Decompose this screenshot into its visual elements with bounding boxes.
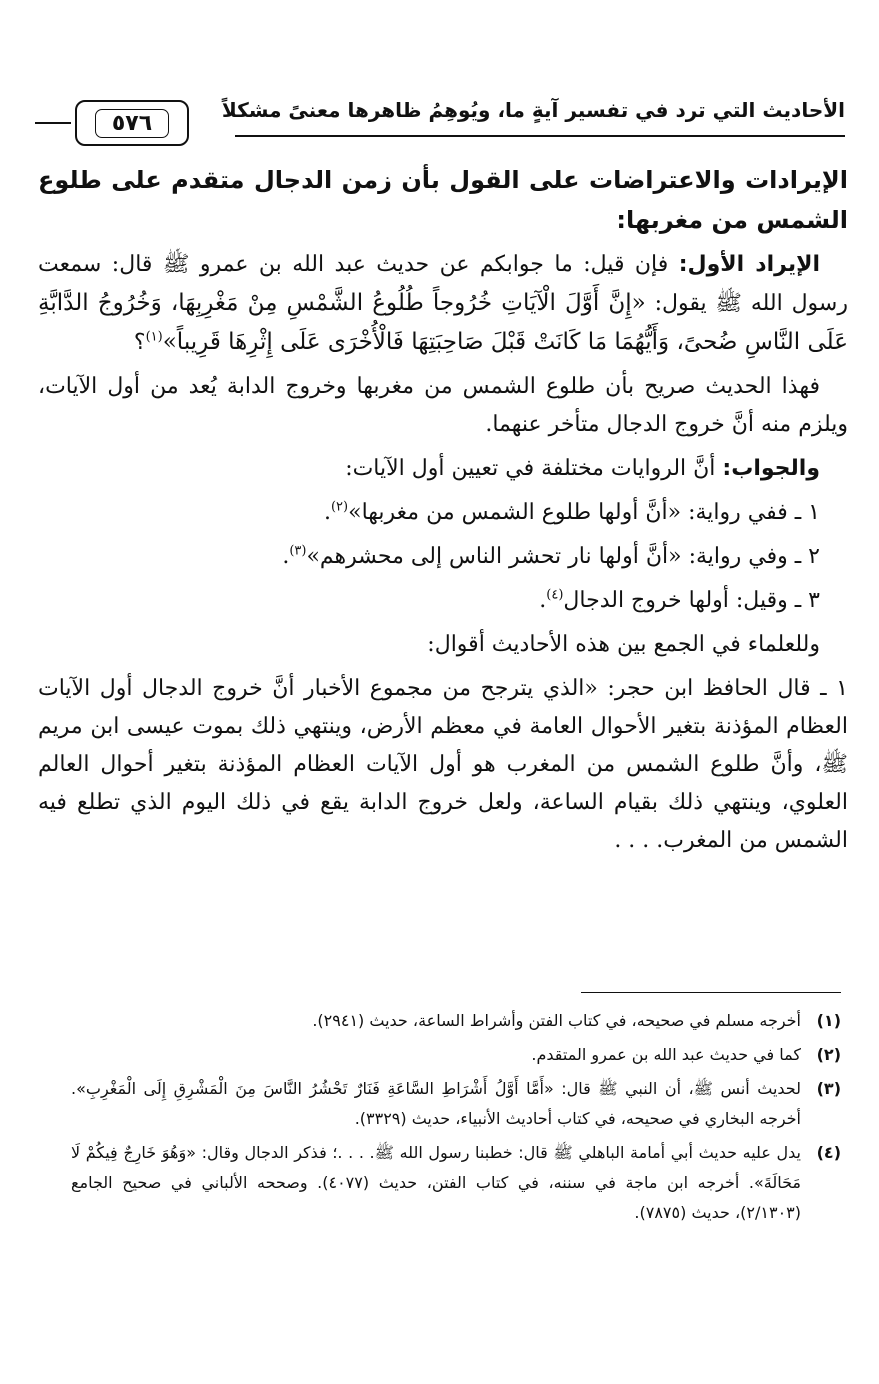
question-mark: ؟ xyxy=(133,330,146,355)
main-text xyxy=(38,160,848,866)
list-item-1 xyxy=(38,494,848,532)
footnote-number: (١) xyxy=(816,1011,841,1030)
list-item-2-end: . xyxy=(282,544,290,569)
answer-text: أنَّ الروايات مختلفة في تعيين أول الآيات: xyxy=(345,456,723,481)
header-rule xyxy=(235,135,845,137)
footnote-1 xyxy=(71,1006,841,1036)
footnote-number: (٣) xyxy=(816,1079,841,1098)
footnote-text: أخرجه مسلم في صحيحه، في كتاب الفتن وأشراط الساعة، حديث (٢٩٤١). xyxy=(312,1011,801,1030)
running-title: الأحاديث التي ترد في تفسير آيةٍ ما، ويُوهِمُ ظاهرها معنىً مشكلاً xyxy=(221,98,845,122)
section-heading: الإيرادات والاعتراضات على القول بأن زمن الدجال متقدم على طلوع الشمس من مغربها: xyxy=(38,166,848,234)
footnote-number: (٤) xyxy=(816,1143,841,1162)
paragraph-ibn-hajar: ١ ـ قال الحافظ ابن حجر: «الذي يترجح من مجموع الأخبار أنَّ خروج الدجال أول الآيات العظام المؤذنة بتغير الأحوال العامة في معظم الأرض، وينتهي ذلك بموت عيسى ابن مريم ﷺ، وأنَّ طلوع الشمس من المغرب هو أول الآيات العظام المؤذنة بتغير أحوال العالم العلوي، وينتهي ذلك بقيام الساعة، ولعل خروج الدابة يقع في ذلك اليوم الذي تطلع فيه الشمس من المغرب. . . . xyxy=(38,676,848,853)
list-item-2 xyxy=(38,538,848,576)
page-number-frame xyxy=(75,100,189,146)
list-item-2-text: ٢ ـ وفي رواية: «أنَّ أولها نار تحشر الناس إلى محشرهم» xyxy=(306,544,820,569)
paragraph-answer xyxy=(38,450,848,488)
footnote-ref-4[interactable]: (٤) xyxy=(546,587,564,603)
objection-label: الإيراد الأول: xyxy=(678,252,821,277)
footnote-ref-3[interactable]: (٣) xyxy=(289,543,307,559)
footnote-ref-1[interactable]: (١) xyxy=(145,329,163,345)
footnote-separator xyxy=(581,992,841,993)
footnote-3 xyxy=(71,1074,841,1134)
list-item-1-text: ١ ـ ففي رواية: «أنَّ أولها طلوع الشمس من مغربها» xyxy=(348,500,820,525)
footnote-ref-2[interactable]: (٢) xyxy=(330,499,349,515)
list-item-3-text: ٣ ـ وقيل: أولها خروج الدجال xyxy=(563,588,820,613)
header-rule-left xyxy=(35,122,71,124)
list-item-3-end: . xyxy=(539,588,547,613)
paragraph-explanation: فهذا الحديث صريح بأن طلوع الشمس من مغربها وخروج الدابة يُعد من أول الآيات، ويلزم منه أنَّ خروج الدجال متأخر عنهما. xyxy=(38,374,848,437)
footnote-number: (٢) xyxy=(816,1045,841,1064)
paragraph-first-objection xyxy=(38,246,848,362)
footnote-4 xyxy=(71,1138,841,1228)
footnote-text: يدل عليه حديث أبي أمامة الباهلي ﷺ قال: خطبنا رسول الله ﷺ. . . .؛ فذكر الدجال وقال: «وَهُوَ خَارِجٌ فِيكُمْ لَا مَحَالَةَ». أخرجه ابن ماجة في سننه، في كتاب الفتن، حديث (٤٠٧٧). وصححه الألباني في صحيح الجامع (٢/١٣٠٣)، حديث (٧٨٧٥). xyxy=(71,1143,802,1222)
hadith-quote: «إِنَّ أَوَّلَ الْآيَاتِ خُرُوجاً طُلُوعُ الشَّمْسِ مِنْ مَغْرِبِهَا، وَخُرُوجُ الدَّابَّةِ عَلَى النَّاسِ ضُحىً، وَأَيُّهُمَا مَا كَانَتْ قَبْلَ صَاحِبَتِهَا فَالْأُخْرَى عَلَى إِثْرِهَا قَرِيباً» xyxy=(38,290,848,355)
objection-text: فإن قيل: ما جوابكم عن حديث عبد الله بن عمرو ﷺ قال: سمعت رسول الله ﷺ يقول: xyxy=(38,252,848,316)
footnote-text: لحديث أنس ﷺ، أن النبي ﷺ قال: «أَمَّا أَوَّلُ أَشْرَاطِ السَّاعَةِ فَنَارٌ تَحْشُرُ النَّاسَ مِنَ الْمَشْرِقِ إِلَى الْمَغْرِبِ». أخرجه البخاري في صحيحه، في كتاب أحاديث الأنبياء، حديث (٣٣٢٩). xyxy=(71,1079,801,1128)
footnote-text: كما في حديث عبد الله بن عمرو المتقدم. xyxy=(531,1045,801,1064)
page-header xyxy=(35,88,845,150)
page-number: ٥٧٦ xyxy=(95,109,169,138)
paragraph-scholars: وللعلماء في الجمع بين هذه الأحاديث أقوال: xyxy=(427,632,820,657)
answer-label: والجواب: xyxy=(722,456,820,481)
list-item-1-end: . xyxy=(323,500,331,525)
list-item-3 xyxy=(38,582,848,620)
footnotes xyxy=(71,1006,841,1232)
footnote-2 xyxy=(71,1040,841,1070)
